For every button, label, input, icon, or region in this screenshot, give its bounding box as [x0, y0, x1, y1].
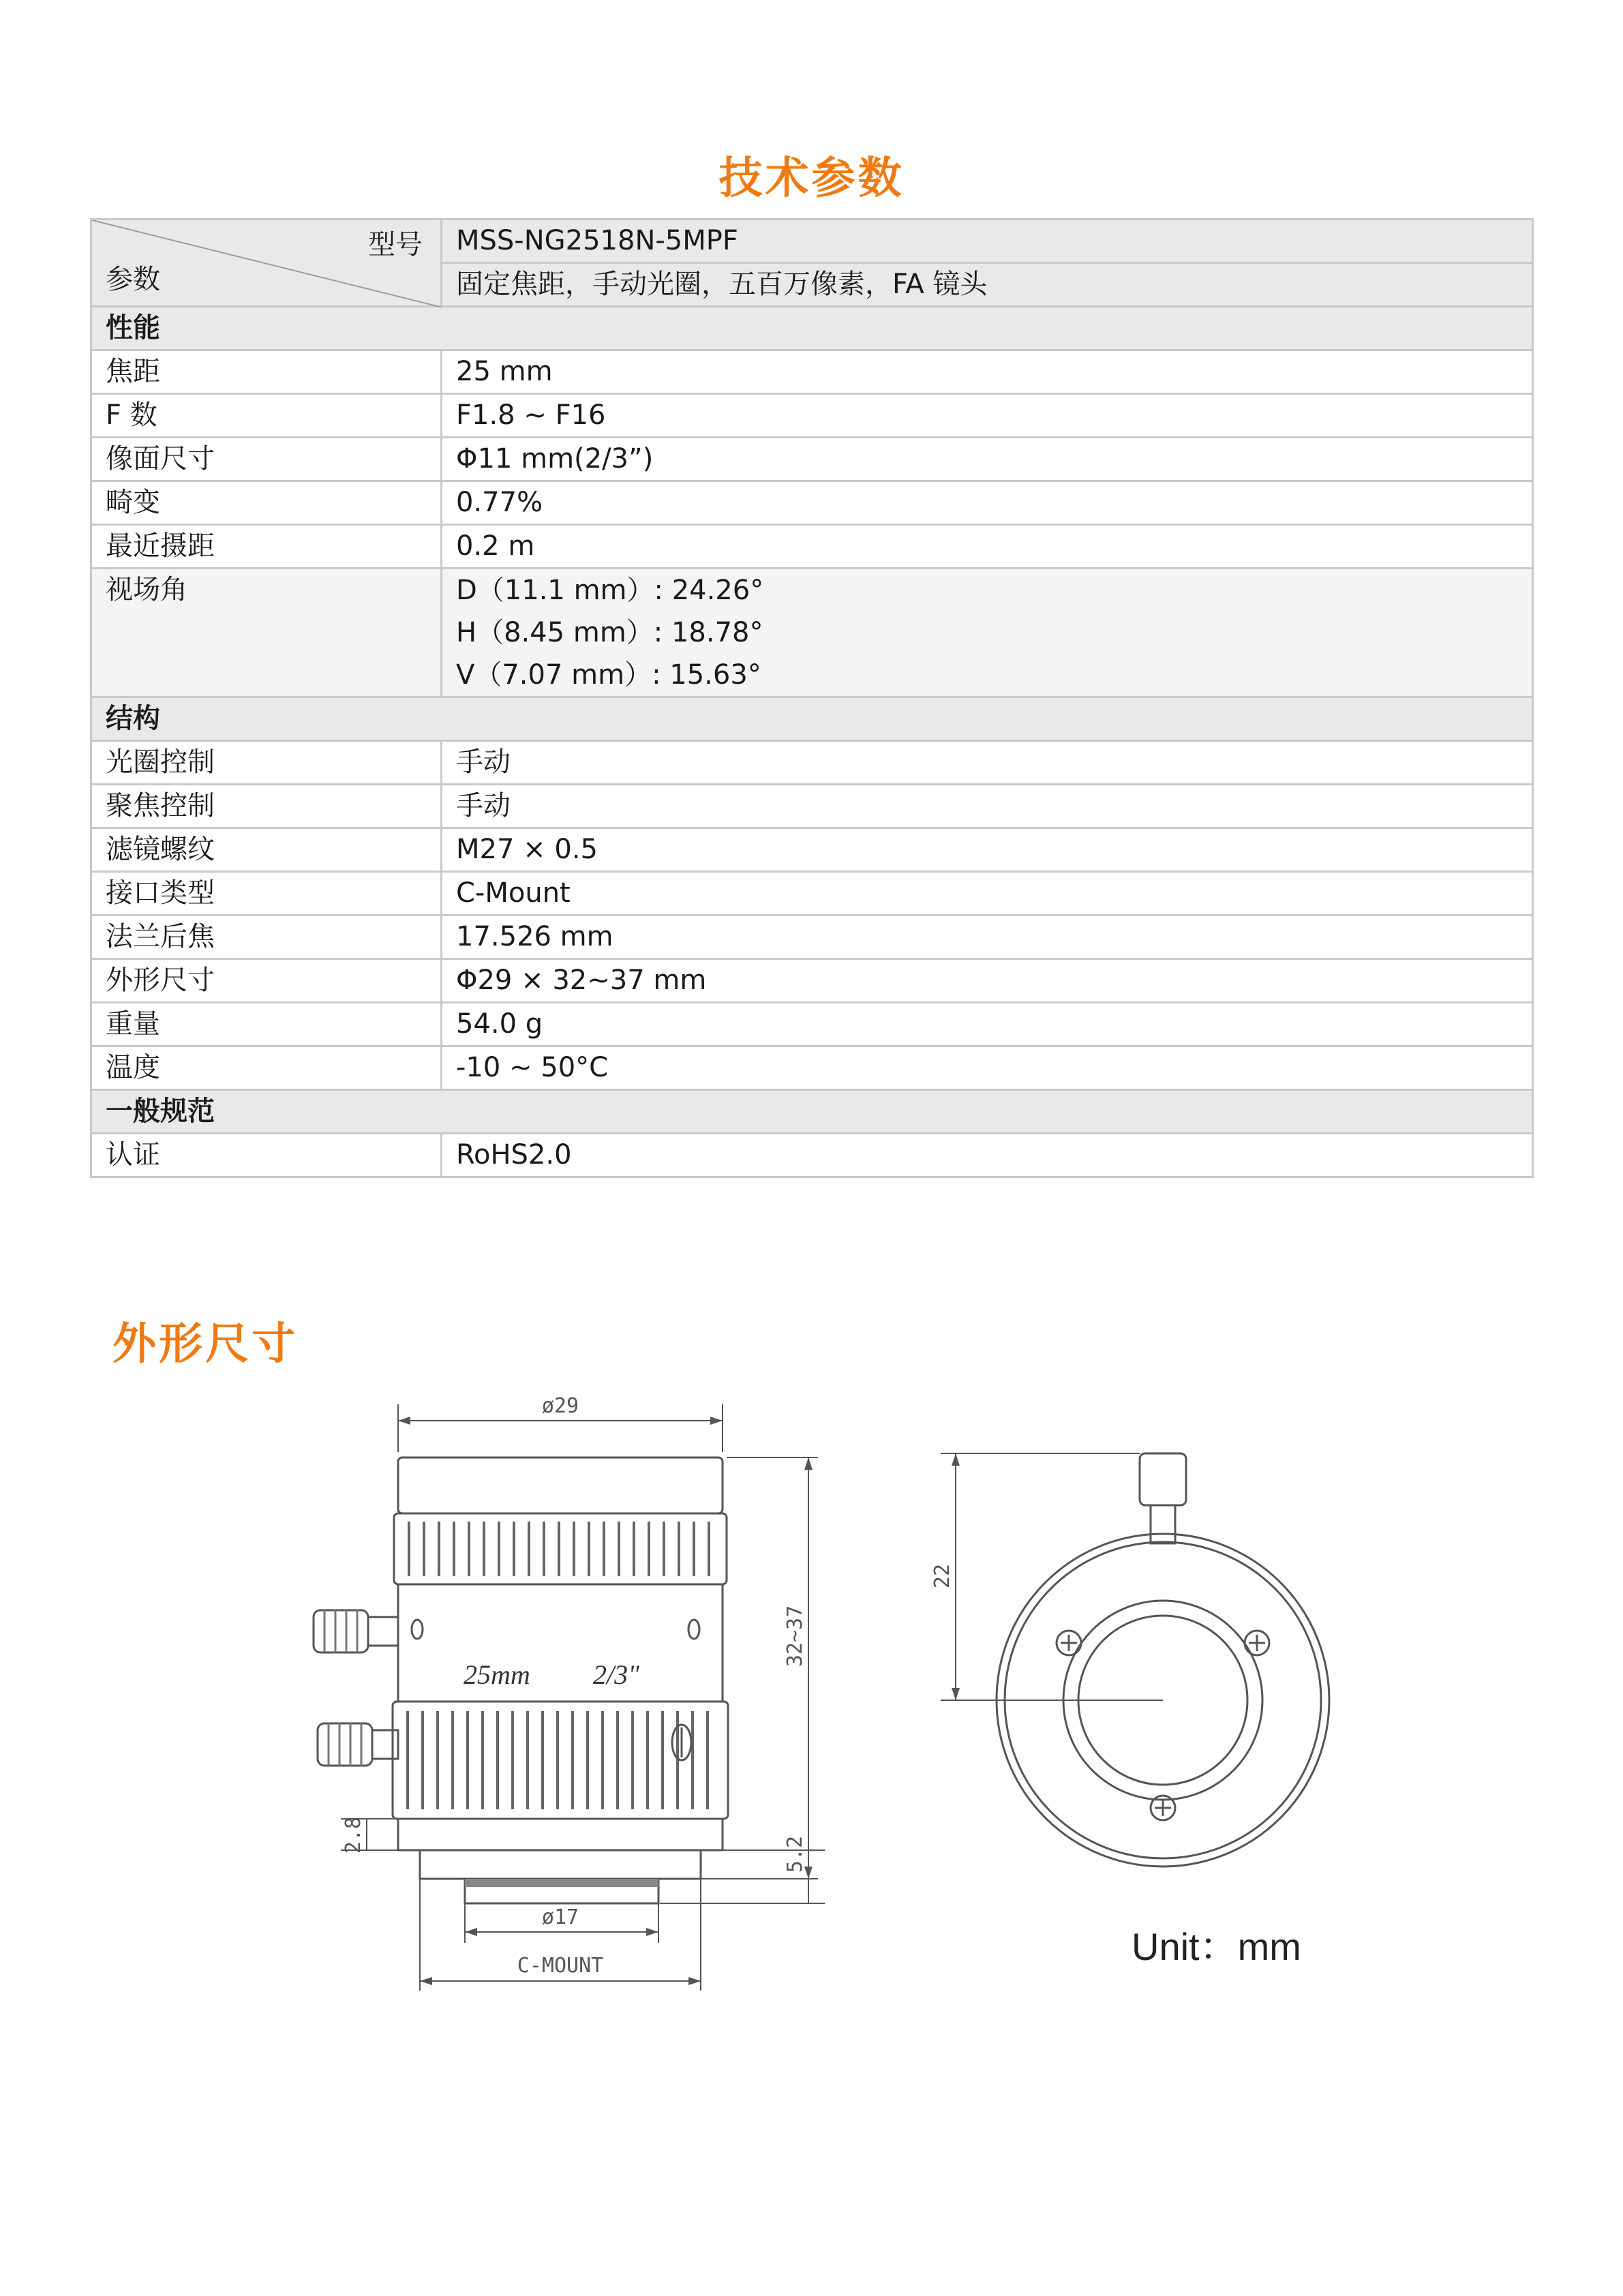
param-label: 参数 [106, 264, 160, 295]
page-title: 技术参数 [718, 153, 905, 204]
section-heading-dimensions: 外形尺寸 [112, 1319, 298, 1370]
row-value: M27 × 0.5 [442, 828, 1533, 872]
fov-vertical: V（7.07 mm）: 15.63° [456, 659, 761, 691]
row-value: 手动 [442, 785, 1533, 828]
model-value: MSS-NG2518N-5MPF [442, 220, 1533, 263]
row-value: -10 ~ 50°C [442, 1046, 1533, 1090]
dim-outer-diameter: ø29 [541, 1394, 579, 1418]
row-label: F 数 [91, 394, 442, 438]
desc-value: 固定焦距，手动光圈，五百万像素，FA 镜头 [442, 263, 1533, 307]
row-label: 像面尺寸 [91, 438, 442, 481]
lens-focal-print: 25mm [464, 1659, 530, 1690]
row-label: 视场角 [91, 569, 442, 697]
unit-label: Unit：mm [1132, 1925, 1301, 1968]
row-label: 外形尺寸 [91, 959, 442, 1003]
dim-5-2: 5.2 [783, 1835, 807, 1873]
dim-2-8: 2.8 [342, 1816, 365, 1854]
section-title: 一般规范 [91, 1090, 1533, 1134]
row-value: Φ29 × 32~37 mm [442, 959, 1533, 1003]
dim-length: 32~37 [783, 1605, 807, 1667]
lens-format-print: 2/3" [593, 1659, 639, 1690]
dim-inner-diameter: ø17 [541, 1905, 579, 1929]
dim-mount: C-MOUNT [517, 1954, 604, 1978]
section-title: 性能 [91, 307, 1533, 350]
row-value: 0.77% [442, 481, 1533, 525]
row-value: RoHS2.0 [442, 1134, 1533, 1177]
row-value: 0.2 m [442, 525, 1533, 569]
row-label: 最近摄距 [91, 525, 442, 569]
lens-side-view [314, 1394, 825, 1991]
row-label: 焦距 [91, 350, 442, 394]
row-label: 光圈控制 [91, 741, 442, 785]
row-label: 畸变 [91, 481, 442, 525]
row-value: 54.0 g [442, 1003, 1533, 1046]
lens-front-view [930, 1453, 1329, 1867]
dim-22: 22 [930, 1563, 954, 1589]
row-value: 手动 [442, 741, 1533, 785]
fov-diagonal: D（11.1 mm）: 24.26° [456, 575, 764, 606]
fov-horizontal: H（8.45 mm）: 18.78° [456, 617, 763, 648]
row-label: 重量 [91, 1003, 442, 1046]
row-label: 法兰后焦 [91, 916, 442, 959]
row-label: 温度 [91, 1046, 442, 1090]
row-value: 17.526 mm [442, 916, 1533, 959]
row-value: C-Mount [442, 872, 1533, 916]
row-label: 聚焦控制 [91, 785, 442, 828]
row-value: 25 mm [442, 350, 1533, 394]
section-title: 结构 [91, 697, 1533, 741]
row-value: Φ11 mm(2/3”) [442, 438, 1533, 481]
model-label: 型号 [368, 229, 423, 260]
row-label: 滤镜螺纹 [91, 828, 442, 872]
row-label: 接口类型 [91, 872, 442, 916]
row-label: 认证 [91, 1134, 442, 1177]
row-value: F1.8 ~ F16 [442, 394, 1533, 438]
